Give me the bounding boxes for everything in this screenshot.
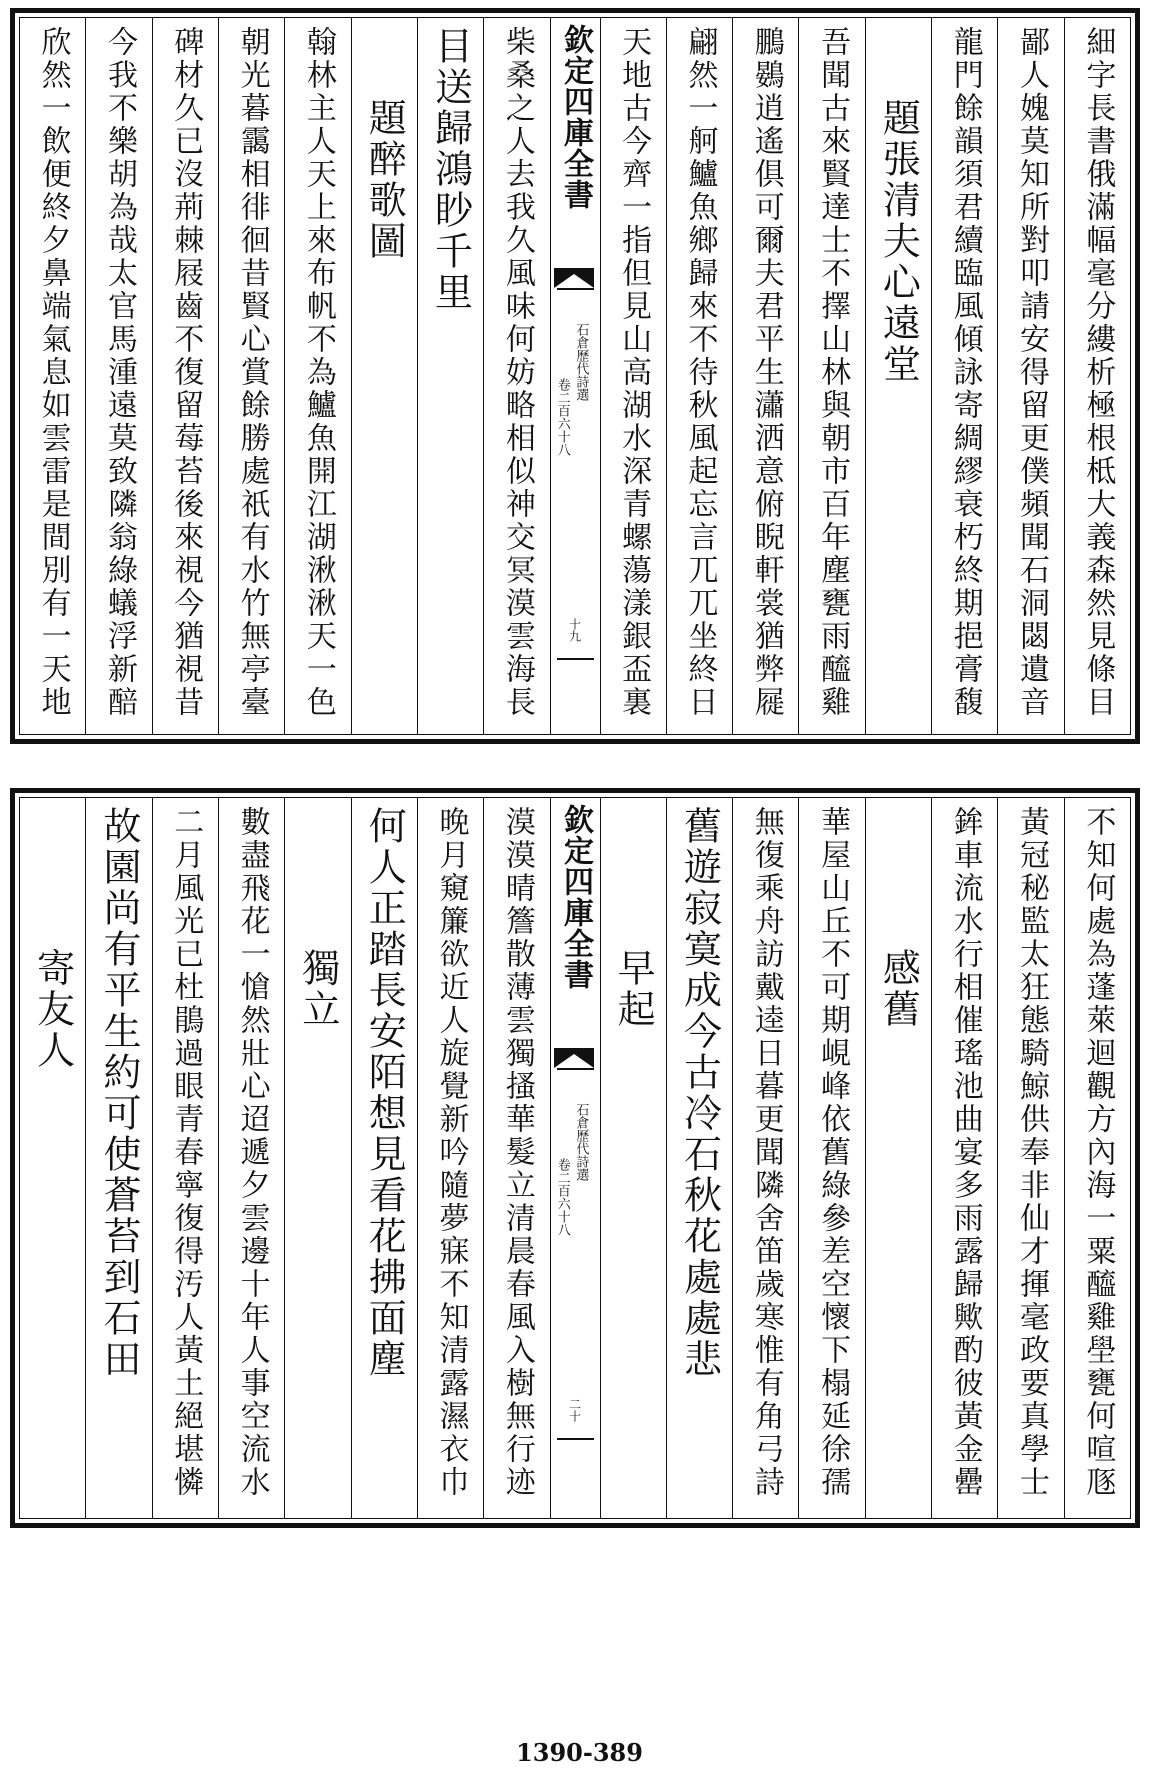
text-column — [152, 798, 218, 1518]
text-column — [931, 798, 997, 1518]
source-title: 石倉歷代詩選 — [573, 1103, 589, 1181]
poem-title-column — [284, 798, 350, 1518]
gutter-rule — [557, 288, 594, 290]
text-column — [218, 18, 284, 734]
text-column — [997, 18, 1063, 734]
column-text: 數盡飛花一愴然壯心迢遞夕雲邊十年人事空流水 — [234, 806, 270, 1499]
column-text: 無復乘舟訪戴逵日暮更聞隣舍笛歲寒惟有角弓詩 — [748, 806, 784, 1499]
leaf-number: 十九 — [567, 618, 582, 642]
gutter-rule — [557, 658, 594, 660]
text-column — [417, 18, 483, 734]
text-column — [732, 18, 798, 734]
column-text: 不知何處為蓬萊迴觀方內海一粟醯雞壆甕何喧豗 — [1080, 806, 1116, 1499]
text-column — [666, 798, 732, 1518]
page-top — [10, 8, 1140, 744]
column-text: 朝光暮靄相徘徊昔賢心賞餘勝處祇有水竹無亭臺 — [234, 26, 270, 719]
text-column — [732, 798, 798, 1518]
center-gutter — [550, 798, 600, 1518]
poem-title: 題張清夫心遠堂 — [876, 98, 921, 385]
column-text: 何人正踏長安陌想見看花拂面塵 — [362, 806, 407, 1380]
column-text: 鉾車流水行相催瑤池曲宴多雨露歸歟酌彼黃金罍 — [947, 806, 983, 1499]
poem-title-column — [865, 18, 931, 734]
center-gutter — [550, 18, 600, 734]
poem-title-column — [20, 798, 85, 1518]
column-text: 翰林主人天上來布帆不為鱸魚開江湖湫湫天一色 — [300, 26, 336, 719]
poem-title: 獨立 — [295, 948, 340, 1030]
page-frame — [19, 797, 1131, 1519]
book-title: 欽定四庫全書 — [558, 804, 593, 990]
text-column — [931, 18, 997, 734]
poem-title: 早起 — [611, 948, 656, 1030]
text-column — [798, 798, 864, 1518]
column-text: 欣然一飲便終夕鼻端氣息如雲雷是間別有一天地 — [35, 26, 71, 719]
column-text: 目送歸鴻眇千里 — [428, 26, 473, 313]
text-column — [483, 18, 549, 734]
column-text: 二月風光已杜鵑過眼青春寧復得汚人黃土絕堪憐 — [168, 806, 204, 1499]
column-text: 今我不樂胡為哉太官馬湩遠莫致隣翁綠蟻浮新醅 — [101, 26, 137, 719]
volume-number: 卷二百六十八 — [554, 378, 570, 456]
volume-number: 卷二百六十八 — [554, 1158, 570, 1236]
text-column — [1064, 18, 1130, 734]
text-column — [351, 798, 417, 1518]
text-column — [600, 18, 666, 734]
text-column — [218, 798, 284, 1518]
page-footer-number: 1390-389 — [516, 1738, 643, 1767]
column-text: 鄙人媿莫知所對叩請安得留更僕頻聞石洞閟遺音 — [1014, 26, 1050, 719]
column-text: 龍門餘韻須君續臨風傾詠寄綢繆衰朽終期挹膏馥 — [947, 26, 983, 719]
column-text: 柴桑之人去我久風味何妨略相似神交冥漠雲海長 — [499, 26, 535, 719]
poem-title: 題醉歌圖 — [362, 98, 407, 262]
poem-title-column — [351, 18, 417, 734]
column-text: 晚月窺簾欲近人旋覺新吟隨夢寐不知清露濕衣巾 — [433, 806, 469, 1499]
text-column — [284, 18, 350, 734]
column-text: 舊遊寂寞成今古冷石秋花處處悲 — [677, 806, 722, 1380]
text-column — [483, 798, 549, 1518]
page-frame — [19, 17, 1131, 735]
text-column — [798, 18, 864, 734]
text-column — [997, 798, 1063, 1518]
column-text: 天地古今齊一指但見山高湖水深青螺蕩漾銀盃裏 — [616, 26, 652, 719]
text-column — [20, 18, 85, 734]
text-column — [152, 18, 218, 734]
fish-tail-mark-icon — [554, 1048, 594, 1068]
book-title: 欽定四庫全書 — [558, 24, 593, 210]
column-text: 華屋山丘不可期峴峰依舊綠參差空懷下榻延徐孺 — [815, 806, 851, 1499]
text-column — [85, 798, 151, 1518]
column-text: 翩然一舸鱸魚鄉歸來不待秋風起忘言兀兀坐終日 — [682, 26, 718, 719]
column-text: 鵬鷃逍遙俱可爾夫君平生瀟洒意俯睨軒裳猶弊屣 — [748, 26, 784, 719]
text-column — [417, 798, 483, 1518]
column-text: 細字長書俄滿幅毫分縷析極根柢大義森然見條目 — [1080, 26, 1116, 719]
poem-title: 寄友人 — [30, 948, 75, 1071]
gutter-rule — [557, 1438, 594, 1440]
column-text: 吾聞古來賢達士不擇山林與朝市百年塵甕雨醯雞 — [815, 26, 851, 719]
column-text: 黃冠秘監太狂態騎鯨供奉非仙才揮毫政要真學士 — [1014, 806, 1050, 1499]
fish-tail-mark-icon — [554, 268, 594, 288]
text-column — [1064, 798, 1130, 1518]
column-text: 故園尚有平生約可使蒼苔到石田 — [96, 806, 141, 1380]
poem-title-column — [600, 798, 666, 1518]
poem-title: 感舊 — [876, 948, 921, 1030]
column-text: 漠漠晴簷散薄雲獨搔華髮立清晨春風入樹無行迹 — [499, 806, 535, 1499]
text-column — [666, 18, 732, 734]
column-text: 碑材久已沒荊棘屐齒不復留莓苔後來視今猶視昔 — [168, 26, 204, 719]
source-title: 石倉歷代詩選 — [573, 323, 589, 401]
gutter-rule — [557, 1068, 594, 1070]
text-column — [85, 18, 151, 734]
leaf-number: 二十 — [567, 1398, 582, 1422]
poem-title-column — [865, 798, 931, 1518]
page-bottom — [10, 788, 1140, 1528]
